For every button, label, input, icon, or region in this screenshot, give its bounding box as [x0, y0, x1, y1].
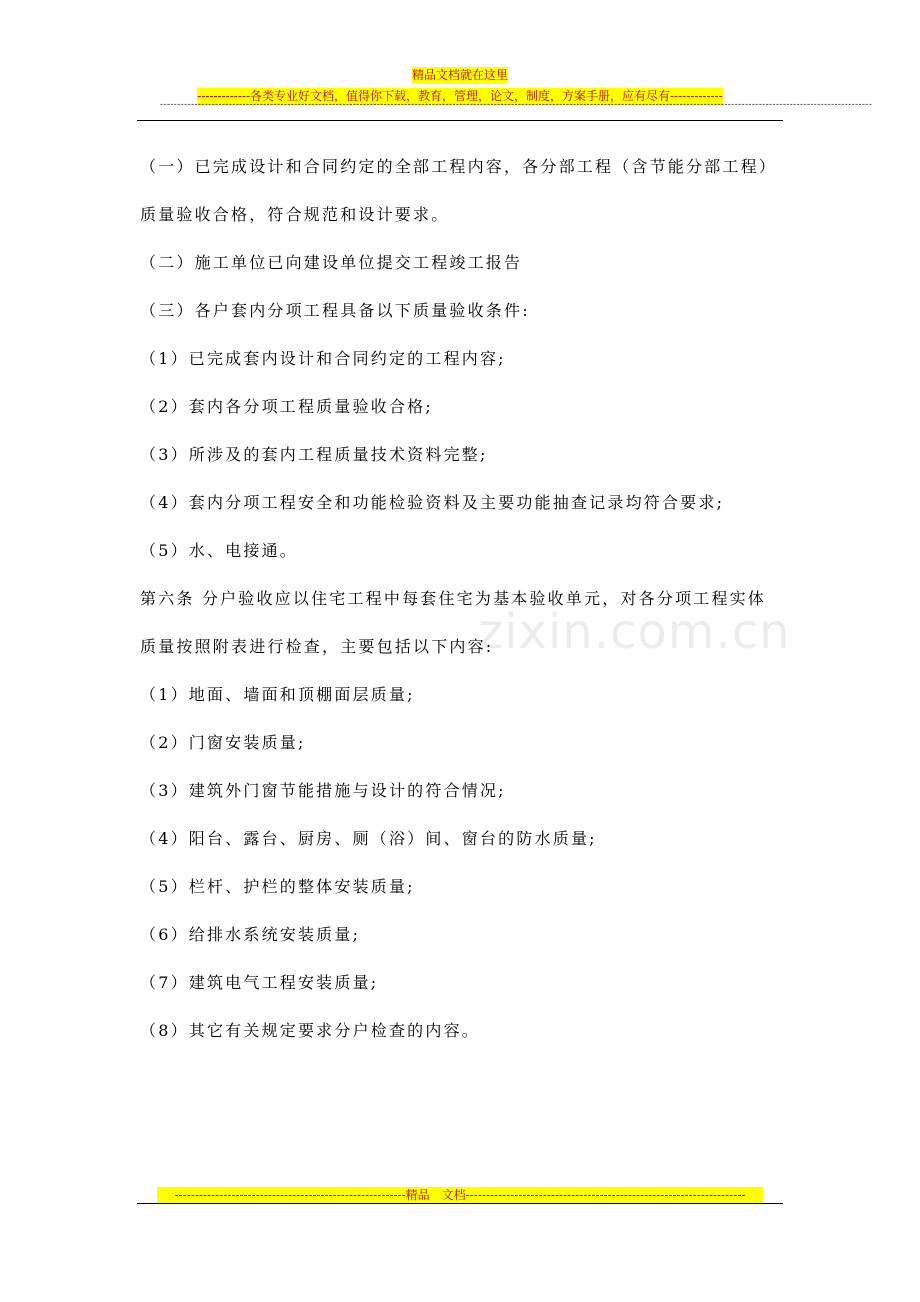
footer-rule [137, 1203, 783, 1204]
paragraph: 第六条 分户验收应以住宅工程中每套住宅为基本验收单元，对各分项工程实体 [140, 589, 767, 608]
paragraph: （4）套内分项工程安全和功能检验资料及主要功能抽查记录均符合要求; [140, 493, 725, 512]
paragraph: （1）地面、墙面和顶棚面层质量; [140, 685, 415, 704]
header-title: 精品文档就在这里 [411, 68, 508, 82]
paragraph: （4）阳台、露台、厨房、厕（浴）间、窗台的防水质量; [140, 829, 597, 848]
paragraph: （2）套内各分项工程质量验收合格; [140, 397, 433, 416]
header-dash-line: --------------------------------------------------------------------------------------------------------------------------------------------------------------------------------------------------------------- [160, 100, 873, 110]
document-body [140, 143, 790, 1055]
page-header [0, 64, 920, 105]
paragraph: （6）给排水系统安装质量; [140, 925, 361, 944]
paragraph: （1）已完成套内设计和合同约定的工程内容; [140, 349, 506, 368]
watermark: zixin.com.cn [478, 604, 791, 660]
paragraph: （3）所涉及的套内工程质量技术资料完整; [140, 445, 488, 464]
paragraph: （二）施工单位已向建设单位提交工程竣工报告 [140, 253, 523, 272]
paragraph: （7）建筑电气工程安装质量; [140, 973, 379, 992]
paragraph: （8）其它有关规定要求分户检查的内容。 [140, 1021, 480, 1040]
paragraph: （3）建筑外门窗节能措施与设计的符合情况; [140, 781, 506, 800]
paragraph: 质量按照附表进行检查，主要包括以下内容: [140, 637, 494, 656]
paragraph: （5）水、电接通。 [140, 541, 298, 560]
header-tagline: -------------各类专业好文档，值得你下载，教育，管理，论文，制度，方案手册，应有尽有------------- [197, 89, 723, 103]
header-rule [137, 120, 783, 121]
paragraph: （5）栏杆、护栏的整体安装质量; [140, 877, 415, 896]
footer-text: ---------------------------------------------------------精品 文档--------------------------------------------------------------------- [157, 1187, 763, 1204]
paragraph: 质量验收合格，符合规范和设计要求。 [140, 205, 450, 224]
paragraph: （三）各户套内分项工程具备以下质量验收条件: [140, 301, 530, 320]
page-footer [0, 1184, 920, 1204]
paragraph: （一）已完成设计和合同约定的全部工程内容，各分部工程（含节能分部工程） [140, 157, 778, 176]
paragraph: （2）门窗安装质量; [140, 733, 306, 752]
